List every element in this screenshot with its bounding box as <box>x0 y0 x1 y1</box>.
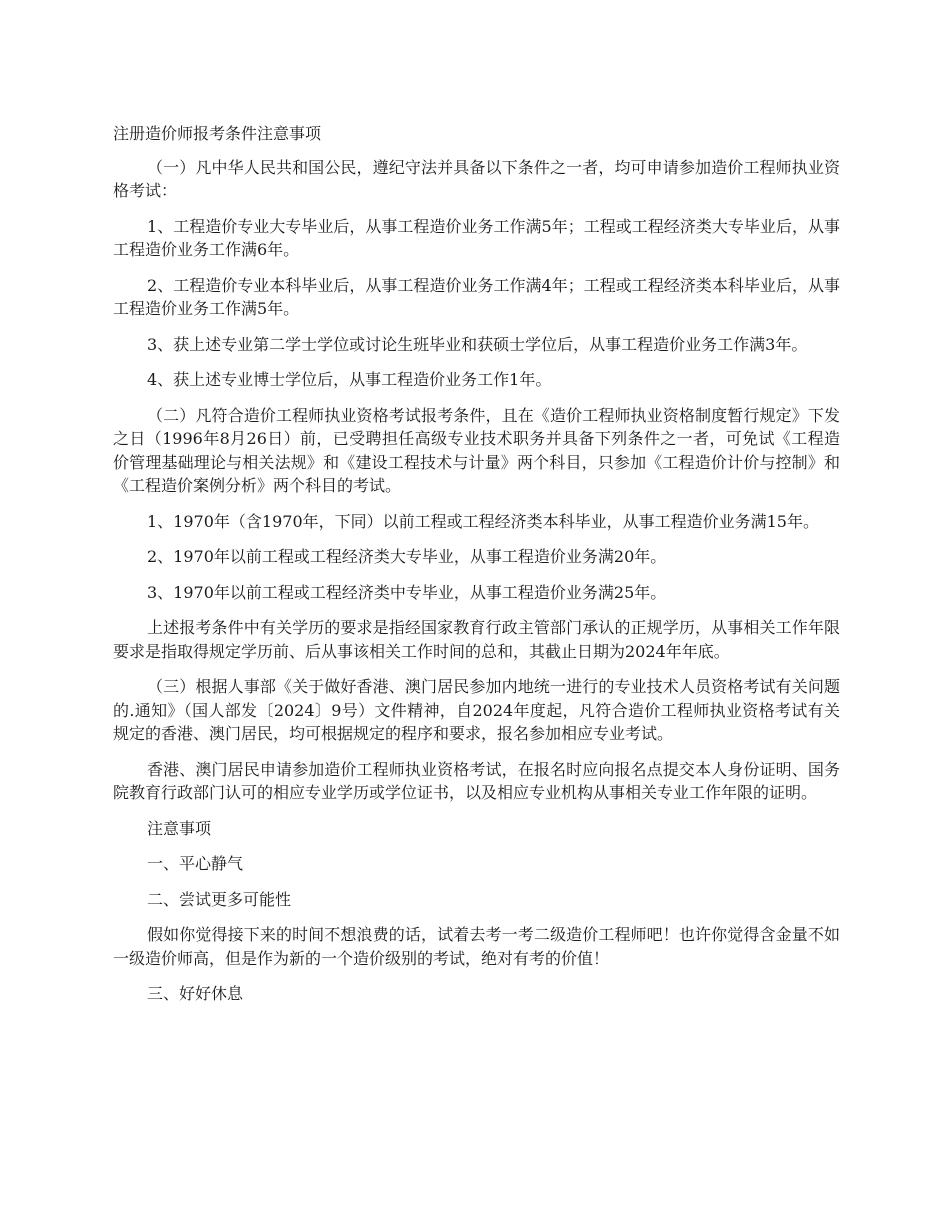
section-heading-2: 二、尝试更多可能性 <box>147 889 292 909</box>
section-heading-3: 三、好好休息 <box>147 984 244 1003</box>
paragraph-6: （二）凡符合造价工程师执业资格考试报考条件，且在《造价工程师执业资格制度暂行规定》下发之日（1996年8月26日）前，已受聘担任高级专业技术职务并具备下列条件之一者，可免试《工程造价管理基础理论与相关法规》和《建设工程技术与计量》两个科目，只参加《工程造价计价与控制》和《工程造价案例分析》两个科目的考试。 <box>113 405 840 495</box>
document-title: 注册造价师报考条件注意事项 <box>113 124 322 143</box>
paragraph-13: 假如你觉得接下来的时间不想浪费的话，试着去考一考二级造价工程师吧！也许你觉得含金量不如一级造价师高，但是作为新的一个造价级别的考试，绝对有考的价值！ <box>113 925 840 968</box>
paragraph-1: （一）凡中华人民共和国公民，遵纪守法并具备以下条件之一者，均可申请参加造价工程师执业资格考试： <box>113 157 840 200</box>
document-body <box>113 122 840 1018</box>
paragraph-3: 2、工程造价专业本科毕业后，从事工程造价业务工作满4年；工程或工程经济类本科毕业后，从事工程造价业务工作满5年。 <box>113 275 840 318</box>
paragraph-5: 4、获上述专业博士学位后，从事工程造价业务工作1年。 <box>147 370 552 389</box>
paragraph-2: 1、工程造价专业大专毕业后，从事工程造价业务工作满5年；工程或工程经济类大专毕业后，从事工程造价业务工作满6年。 <box>113 216 840 259</box>
section-heading-notes: 注意事项 <box>147 818 212 838</box>
paragraph-9: 3、1970年以前工程或工程经济类中专毕业，从事工程造价业务满25年。 <box>147 582 667 602</box>
paragraph-7: 1、1970年（含1970年，下同）以前工程或工程经济类本科毕业，从事工程造价业务满15年。 <box>147 511 819 531</box>
paragraph-12: 香港、澳门居民申请参加造价工程师执业资格考试，在报名时应向报名点提交本人身份证明、国务院教育行政部门认可的相应专业学历或学位证书，以及相应专业机构从事相关专业工作年限的证明。 <box>113 759 840 802</box>
paragraph-10: 上述报考条件中有关学历的要求是指经国家教育行政主管部门承认的正规学历，从事相关工作年限要求是指取得规定学历前、后从事该相关工作时间的总和，其截止日期为2024年年底。 <box>113 618 840 661</box>
paragraph-4: 3、获上述专业第二学士学位或讨论生班毕业和获硕士学位后，从事工程造价业务工作满3年。 <box>147 334 808 354</box>
section-heading-1: 一、平心静气 <box>147 854 244 873</box>
paragraph-8: 2、1970年以前工程或工程经济类大专毕业，从事工程造价业务满20年。 <box>147 547 667 566</box>
paragraph-11: （三）根据人事部《关于做好香港、澳门居民参加内地统一进行的专业技术人员资格考试有关问题的.通知》（国人部发〔2024〕9号）文件精神，自2024年度起，凡符合造价工程师执业资格考试有关规定的香港、澳门居民，均可根据规定的程序和要求，报名参加相应专业考试。 <box>113 677 840 743</box>
